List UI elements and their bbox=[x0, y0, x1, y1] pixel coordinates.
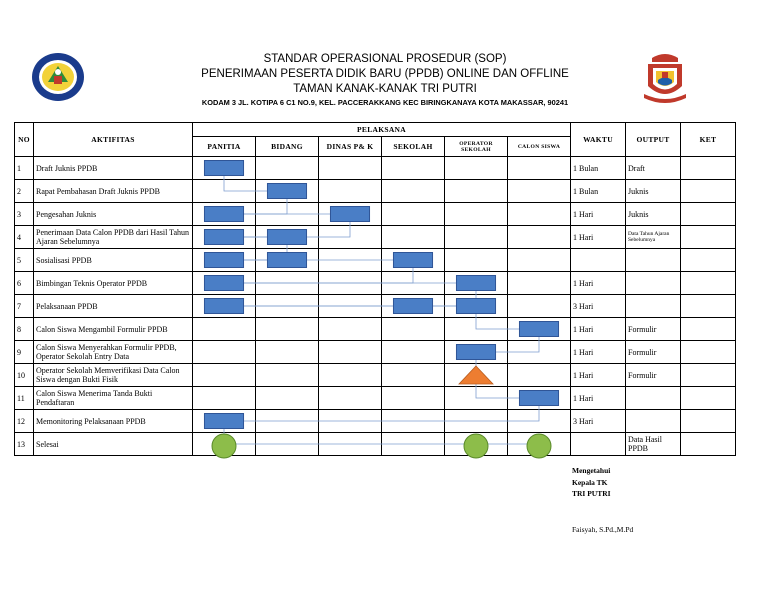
row-actor-cell bbox=[445, 295, 508, 318]
header-actor-bidang: BIDANG bbox=[256, 137, 319, 157]
row-output: Data Tahun Ajaran Sebelumnya bbox=[626, 226, 681, 249]
row-actor-cell bbox=[193, 157, 256, 180]
row-actor-cell bbox=[319, 272, 382, 295]
row-actor-cell bbox=[193, 249, 256, 272]
table-row bbox=[15, 249, 736, 272]
row-waktu: 1 Hari bbox=[571, 318, 626, 341]
table-row bbox=[15, 318, 736, 341]
row-no: 5 bbox=[15, 249, 34, 272]
row-output: Juknis bbox=[626, 203, 681, 226]
header-actor-dinas: DINAS P& K bbox=[319, 137, 382, 157]
row-actor-cell bbox=[445, 364, 508, 387]
row-actor-cell bbox=[193, 410, 256, 433]
row-actor-cell bbox=[193, 433, 256, 456]
row-waktu: 1 Bulan bbox=[571, 180, 626, 203]
table-row bbox=[15, 180, 736, 203]
row-no: 6 bbox=[15, 272, 34, 295]
row-actor-cell bbox=[382, 341, 445, 364]
row-output: Formulir bbox=[626, 341, 681, 364]
row-actor-cell bbox=[382, 157, 445, 180]
row-actor-cell bbox=[319, 364, 382, 387]
table-row bbox=[15, 157, 736, 180]
row-actor-cell bbox=[319, 157, 382, 180]
row-actor-cell bbox=[508, 433, 571, 456]
row-actor-cell bbox=[256, 433, 319, 456]
logo-left bbox=[30, 52, 86, 102]
row-actor-cell bbox=[319, 387, 382, 410]
row-waktu: 3 Hari bbox=[571, 410, 626, 433]
signature-name: Faisyah, S.Pd.,M.Pd bbox=[572, 525, 634, 534]
table-row bbox=[15, 295, 736, 318]
row-actor-cell bbox=[193, 318, 256, 341]
row-activity: Operator Sekolah Memverifikasi Data Calon Siswa dengan Bukti Fisik bbox=[34, 364, 193, 387]
row-ket bbox=[681, 249, 736, 272]
row-output: Formulir bbox=[626, 364, 681, 387]
row-actor-cell bbox=[508, 387, 571, 410]
row-actor-cell bbox=[193, 180, 256, 203]
row-actor-cell bbox=[382, 364, 445, 387]
row-ket bbox=[681, 341, 736, 364]
row-actor-cell bbox=[256, 272, 319, 295]
row-ket bbox=[681, 364, 736, 387]
row-actor-cell bbox=[382, 180, 445, 203]
row-actor-cell bbox=[256, 318, 319, 341]
row-ket bbox=[681, 203, 736, 226]
row-actor-cell bbox=[319, 410, 382, 433]
logo-right bbox=[640, 50, 690, 106]
row-waktu: 1 Hari bbox=[571, 203, 626, 226]
row-actor-cell bbox=[445, 318, 508, 341]
row-no: 1 bbox=[15, 157, 34, 180]
header-ket: KET bbox=[681, 123, 736, 157]
row-waktu: 1 Hari bbox=[571, 226, 626, 249]
row-output bbox=[626, 249, 681, 272]
row-activity: Rapat Pembahasan Draft Juknis PPDB bbox=[34, 180, 193, 203]
row-no: 12 bbox=[15, 410, 34, 433]
row-activity: Penerimaan Data Calon PPDB dari Hasil Tahun Ajaran Sebelumnya bbox=[34, 226, 193, 249]
table-row bbox=[15, 341, 736, 364]
row-activity: Memonitoring Pelaksanaan PPDB bbox=[34, 410, 193, 433]
doc-subtitle: PENERIMAAN PESERTA DIDIK BARU (PPDB) ONLINE DAN OFFLINE bbox=[201, 68, 569, 80]
table-row bbox=[15, 364, 736, 387]
row-no: 8 bbox=[15, 318, 34, 341]
row-actor-cell bbox=[193, 226, 256, 249]
row-no: 10 bbox=[15, 364, 34, 387]
row-ket bbox=[681, 226, 736, 249]
row-actor-cell bbox=[193, 387, 256, 410]
row-actor-cell bbox=[382, 433, 445, 456]
row-no: 9 bbox=[15, 341, 34, 364]
header-activity: AKTIFITAS bbox=[34, 123, 193, 157]
row-activity: Calon Siswa Menerima Tanda Bukti Pendaftaran bbox=[34, 387, 193, 410]
row-activity: Bimbingan Teknis Operator PPDB bbox=[34, 272, 193, 295]
table-row bbox=[15, 410, 736, 433]
row-actor-cell bbox=[382, 226, 445, 249]
row-actor-cell bbox=[445, 203, 508, 226]
row-actor-cell bbox=[445, 272, 508, 295]
row-actor-cell bbox=[193, 295, 256, 318]
header-output: OUTPUT bbox=[626, 123, 681, 157]
row-actor-cell bbox=[508, 364, 571, 387]
header-actor-panitia: PANITIA bbox=[193, 137, 256, 157]
row-actor-cell bbox=[319, 318, 382, 341]
row-waktu: 3 Hari bbox=[571, 295, 626, 318]
row-actor-cell bbox=[256, 341, 319, 364]
row-actor-cell bbox=[256, 249, 319, 272]
row-actor-cell bbox=[508, 157, 571, 180]
row-actor-cell bbox=[256, 410, 319, 433]
row-actor-cell bbox=[445, 433, 508, 456]
table-row bbox=[15, 272, 736, 295]
row-actor-cell bbox=[193, 272, 256, 295]
row-actor-cell bbox=[319, 180, 382, 203]
row-output: Draft bbox=[626, 157, 681, 180]
row-ket bbox=[681, 318, 736, 341]
row-activity: Sosialisasi PPDB bbox=[34, 249, 193, 272]
row-actor-cell bbox=[382, 249, 445, 272]
school-name: TAMAN KANAK-KANAK TRI PUTRI bbox=[293, 83, 477, 95]
row-output: Formulir bbox=[626, 318, 681, 341]
row-output bbox=[626, 295, 681, 318]
row-no: 7 bbox=[15, 295, 34, 318]
doc-title: STANDAR OPERASIONAL PROSEDUR (SOP) bbox=[263, 53, 507, 65]
row-activity: Draft Juknis PPDB bbox=[34, 157, 193, 180]
row-ket bbox=[681, 180, 736, 203]
row-ket bbox=[681, 157, 736, 180]
table-row bbox=[15, 433, 736, 456]
row-actor-cell bbox=[508, 318, 571, 341]
row-ket bbox=[681, 272, 736, 295]
row-actor-cell bbox=[319, 295, 382, 318]
row-actor-cell bbox=[256, 295, 319, 318]
row-actor-cell bbox=[445, 180, 508, 203]
header-waktu: WAKTU bbox=[571, 123, 626, 157]
row-activity: Pengesahan Juknis bbox=[34, 203, 193, 226]
row-actor-cell bbox=[319, 203, 382, 226]
row-actor-cell bbox=[382, 387, 445, 410]
row-actor-cell bbox=[256, 180, 319, 203]
row-actor-cell bbox=[319, 433, 382, 456]
row-actor-cell bbox=[508, 410, 571, 433]
header-actor-calon-siswa: CALON SISWA bbox=[508, 137, 571, 157]
row-actor-cell bbox=[382, 203, 445, 226]
row-ket bbox=[681, 433, 736, 456]
row-actor-cell bbox=[445, 387, 508, 410]
row-actor-cell bbox=[445, 341, 508, 364]
row-waktu bbox=[571, 433, 626, 456]
row-no: 11 bbox=[15, 387, 34, 410]
row-actor-cell bbox=[445, 249, 508, 272]
row-waktu: 1 Hari bbox=[571, 272, 626, 295]
header-actor-operator: OPERATOR SEKOLAH bbox=[445, 137, 508, 157]
row-actor-cell bbox=[256, 226, 319, 249]
row-waktu: 1 Hari bbox=[571, 387, 626, 410]
row-actor-cell bbox=[508, 272, 571, 295]
row-actor-cell bbox=[445, 410, 508, 433]
row-activity: Calon Siswa Menyerahkan Formulir PPDB, Operator Sekolah Entry Data bbox=[34, 341, 193, 364]
school-address: KODAM 3 JL. KOTIPA 6 C1 NO.9, KEL. PACCERAKKANG KEC BIRINGKANAYA KOTA MAKASSAR, 90241 bbox=[201, 98, 569, 107]
row-actor-cell bbox=[193, 203, 256, 226]
row-actor-cell bbox=[382, 318, 445, 341]
row-actor-cell bbox=[319, 249, 382, 272]
row-actor-cell bbox=[256, 387, 319, 410]
row-actor-cell bbox=[382, 272, 445, 295]
row-no: 3 bbox=[15, 203, 34, 226]
row-no: 2 bbox=[15, 180, 34, 203]
header-pelaksana: PELAKSANA bbox=[193, 123, 571, 137]
sop-table bbox=[14, 122, 736, 456]
row-ket bbox=[681, 410, 736, 433]
table-row bbox=[15, 387, 736, 410]
header-no: NO bbox=[15, 123, 34, 157]
row-output: Juknis bbox=[626, 180, 681, 203]
signature-line2: Kepala TK bbox=[572, 478, 608, 487]
row-actor-cell bbox=[193, 364, 256, 387]
row-actor-cell bbox=[256, 157, 319, 180]
row-actor-cell bbox=[445, 226, 508, 249]
row-waktu: 1 Bulan bbox=[571, 157, 626, 180]
row-actor-cell bbox=[319, 341, 382, 364]
row-actor-cell bbox=[319, 226, 382, 249]
signature-line3: TRI PUTRI bbox=[572, 489, 611, 498]
row-actor-cell bbox=[508, 203, 571, 226]
row-output bbox=[626, 272, 681, 295]
row-actor-cell bbox=[508, 249, 571, 272]
row-waktu: 1 Hari bbox=[571, 341, 626, 364]
row-actor-cell bbox=[508, 295, 571, 318]
row-no: 4 bbox=[15, 226, 34, 249]
row-waktu: 1 Hari bbox=[571, 364, 626, 387]
row-ket bbox=[681, 387, 736, 410]
signature-line1: Mengetahui bbox=[572, 466, 611, 475]
row-activity: Calon Siswa Mengambil Formulir PPDB bbox=[34, 318, 193, 341]
row-activity: Pelaksanaan PPDB bbox=[34, 295, 193, 318]
row-waktu bbox=[571, 249, 626, 272]
row-output: Data Hasil PPDB bbox=[626, 433, 681, 456]
row-actor-cell bbox=[382, 295, 445, 318]
row-actor-cell bbox=[445, 157, 508, 180]
row-actor-cell bbox=[382, 410, 445, 433]
row-activity: Selesai bbox=[34, 433, 193, 456]
row-actor-cell bbox=[508, 341, 571, 364]
table-row bbox=[15, 226, 736, 249]
row-output bbox=[626, 410, 681, 433]
row-no: 13 bbox=[15, 433, 34, 456]
row-ket bbox=[681, 295, 736, 318]
row-actor-cell bbox=[256, 364, 319, 387]
row-actor-cell bbox=[508, 180, 571, 203]
row-actor-cell bbox=[256, 203, 319, 226]
row-actor-cell bbox=[193, 341, 256, 364]
row-actor-cell bbox=[508, 226, 571, 249]
table-row bbox=[15, 203, 736, 226]
row-output bbox=[626, 387, 681, 410]
header-actor-sekolah: SEKOLAH bbox=[382, 137, 445, 157]
